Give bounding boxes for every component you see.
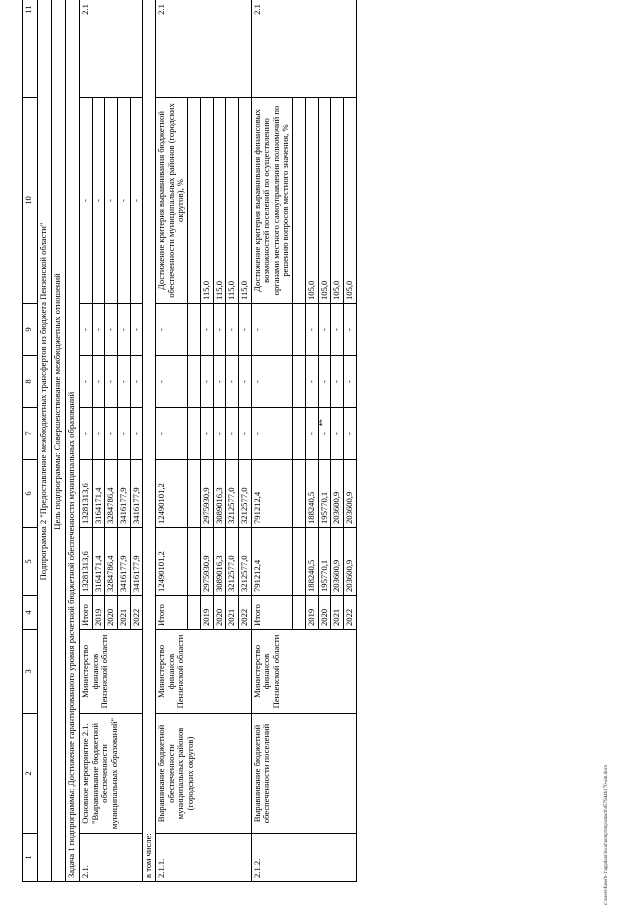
value-cell: 3212577,0 — [226, 528, 239, 596]
value-cell: - — [105, 356, 118, 408]
indicator-cell: - — [80, 98, 93, 304]
value-cell: 3416177,9 — [117, 460, 130, 528]
value-cell: 195770,1 — [318, 460, 331, 528]
value-cell: 3416177,9 — [130, 528, 143, 596]
spacer — [188, 356, 201, 408]
col-num: 7 — [23, 408, 38, 460]
value-cell: 203600,9 — [343, 460, 356, 528]
goal-ref: 2.1 — [156, 0, 251, 98]
value-cell: 3089016,3 — [213, 460, 226, 528]
row-number: 2.1.2. — [251, 834, 356, 882]
value-cell: - — [343, 356, 356, 408]
value-cell: 13281313,6 — [80, 460, 93, 528]
indicator-cell: - — [92, 98, 105, 304]
col-num: 9 — [23, 304, 38, 356]
value-cell: - — [213, 408, 226, 460]
table-row — [156, 0, 188, 882]
footer-file-path: c:\users\fuserb-1\appdata\local\temp\tmp\attach\d57944b170-ain.docx — [604, 764, 609, 905]
value-cell: 3212577,0 — [238, 528, 251, 596]
table-row — [251, 0, 293, 882]
value-cell: - — [318, 304, 331, 356]
value-cell: - — [331, 356, 344, 408]
value-cell: - — [318, 356, 331, 408]
value-cell: 195770,1 — [318, 528, 331, 596]
goal-ref: 2.1 — [80, 0, 143, 98]
value-cell: 2975930,9 — [201, 460, 214, 528]
value-cell: 12490101,2 — [156, 460, 188, 528]
section-label: в том числе: — [143, 0, 156, 882]
value-cell: - — [92, 356, 105, 408]
value-cell: - — [238, 356, 251, 408]
value-cell: - — [80, 408, 93, 460]
indicator-cell: - — [117, 98, 130, 304]
year-cell: 2022 — [130, 596, 143, 630]
value-cell: - — [117, 356, 130, 408]
indicator-cell: - — [105, 98, 118, 304]
value-cell: - — [92, 304, 105, 356]
value-cell: - — [306, 304, 319, 356]
value-cell: - — [201, 356, 214, 408]
col-num: 2 — [23, 714, 38, 834]
goal-ref: 2.1 — [251, 0, 356, 98]
value-cell: 3164171,4 — [92, 528, 105, 596]
value-cell: - — [213, 356, 226, 408]
value-cell: 3284786,4 — [105, 460, 118, 528]
year-cell: 2020 — [105, 596, 118, 630]
spacer — [293, 356, 306, 408]
value-cell: - — [343, 408, 356, 460]
measure-name: Выравнивание бюджетной обеспеченности поселений — [251, 714, 356, 834]
year-cell: 2021 — [117, 596, 130, 630]
spacer — [188, 304, 201, 356]
executor: Министерство финансов Пензенской области — [80, 630, 143, 714]
executor: Министерство финансов Пензенской области — [251, 630, 356, 714]
value-cell: 3284786,4 — [105, 528, 118, 596]
measure-name: Основное мероприятие 2.1. "Выравнивание бюджетной обеспеченности муниципальных образований" — [80, 714, 143, 834]
year-cell: 2021 — [226, 596, 239, 630]
value-cell: - — [156, 408, 188, 460]
value-cell: - — [213, 304, 226, 356]
value-cell: 3416177,9 — [130, 460, 143, 528]
value-cell: - — [130, 408, 143, 460]
indicator-cell: 105,0 — [331, 98, 344, 304]
year-cell: 2022 — [343, 596, 356, 630]
value-cell: - — [306, 408, 319, 460]
value-cell: - — [343, 304, 356, 356]
value-cell: - — [331, 304, 344, 356]
measure-name: Выравнивание бюджетной обеспеченности муниципальных районов (городских округов) — [156, 714, 251, 834]
value-cell: 3164171,4 — [92, 460, 105, 528]
indicator-cell: 115,0 — [238, 98, 251, 304]
value-cell: 203600,9 — [343, 528, 356, 596]
year-cell: 2022 — [238, 596, 251, 630]
value-cell: - — [156, 304, 188, 356]
subprogram-title: Подпрограмма 2 "Предоставление межбюджетных трансфертов из бюджета Пензенской области" — [38, 0, 52, 882]
indicator-cell: 105,0 — [318, 98, 331, 304]
indicator-cell: 105,0 — [343, 98, 356, 304]
indicator-cell: 105,0 — [306, 98, 319, 304]
spacer — [293, 98, 306, 304]
value-cell: - — [251, 304, 293, 356]
indicator-cell: 115,0 — [201, 98, 214, 304]
value-cell: - — [130, 304, 143, 356]
value-cell: - — [92, 408, 105, 460]
executor: Министерство финансов Пензенской области — [156, 630, 251, 714]
row-number: 2.1. — [80, 834, 143, 882]
value-cell: 203600,9 — [331, 528, 344, 596]
value-cell: - — [80, 356, 93, 408]
value-cell: - — [130, 356, 143, 408]
value-cell: - — [331, 408, 344, 460]
value-cell: 188240,5 — [306, 528, 319, 596]
value-cell: - — [156, 356, 188, 408]
spacer — [293, 460, 306, 528]
indicator-text: Достижение критерия выравнивания бюджетной обеспеченности муниципальных районов (городских округов), % — [156, 98, 188, 304]
year-cell: Итого — [80, 596, 93, 630]
column-numbers-row — [23, 0, 38, 882]
spacer — [188, 460, 201, 528]
indicator-text: Достижение критерия выравнивания финансовых возможностей поселений по осуществлению органами местного самоуправления полномочий по решению вопросов местного значения, % — [251, 98, 293, 304]
value-cell: - — [105, 304, 118, 356]
indicator-cell: 115,0 — [226, 98, 239, 304]
spacer — [293, 528, 306, 596]
year-cell: 2019 — [92, 596, 105, 630]
spacer — [293, 408, 306, 460]
spacer — [188, 528, 201, 596]
value-cell: 2975930,9 — [201, 528, 214, 596]
value-cell: - — [105, 408, 118, 460]
spacer — [293, 304, 306, 356]
value-cell: - — [226, 408, 239, 460]
year-cell: 2019 — [306, 596, 319, 630]
year-cell: 2020 — [318, 596, 331, 630]
value-cell: 3212577,0 — [226, 460, 239, 528]
spacer — [188, 408, 201, 460]
indicator-cell: 115,0 — [213, 98, 226, 304]
col-num: 1 — [23, 834, 38, 882]
value-cell: - — [238, 408, 251, 460]
value-cell: 3416177,9 — [117, 528, 130, 596]
year-cell: 2020 — [213, 596, 226, 630]
value-cell: - — [80, 304, 93, 356]
year-cell: 2021 — [331, 596, 344, 630]
spacer — [293, 596, 306, 630]
value-cell: - — [251, 408, 293, 460]
measures-table — [22, 0, 357, 882]
year-cell: 2019 — [201, 596, 214, 630]
indicator-cell: - — [130, 98, 143, 304]
value-cell: 13281313,6 — [80, 528, 93, 596]
table-row — [80, 0, 93, 882]
subprogram-goal: Цель подпрограммы: Совершенствование межбюджетных отношений — [52, 0, 66, 882]
value-cell: - — [201, 408, 214, 460]
value-cell: - — [318, 408, 331, 460]
value-cell: - — [226, 356, 239, 408]
value-cell: - — [306, 356, 319, 408]
value-cell: 12490101,2 — [156, 528, 188, 596]
col-num: 3 — [23, 630, 38, 714]
value-cell: - — [226, 304, 239, 356]
spacer — [188, 596, 201, 630]
year-cell: Итого — [156, 596, 188, 630]
year-cell: Итого — [251, 596, 293, 630]
col-num: 6 — [23, 460, 38, 528]
value-cell: - — [201, 304, 214, 356]
col-num: 4 — [23, 596, 38, 630]
value-cell: 203600,9 — [331, 460, 344, 528]
row-number: 2.1.1. — [156, 834, 251, 882]
value-cell: - — [117, 408, 130, 460]
value-cell: 791212,4 — [251, 528, 293, 596]
value-cell: 791212,4 — [251, 460, 293, 528]
col-num: 10 — [23, 98, 38, 304]
value-cell: 3212577,0 — [238, 460, 251, 528]
value-cell: 3089016,3 — [213, 528, 226, 596]
task-title: Задача 1 подпрограммы: Достижение гарантированного уровня расчетной бюджетной обеспеченности муниципальных образований — [66, 0, 80, 882]
spacer — [188, 98, 201, 304]
col-num: 11 — [23, 0, 38, 98]
value-cell: - — [238, 304, 251, 356]
page-number: 4 — [317, 418, 323, 428]
value-cell: - — [117, 304, 130, 356]
col-num: 8 — [23, 356, 38, 408]
rotated-table-container — [22, 4, 600, 882]
value-cell: 188240,5 — [306, 460, 319, 528]
value-cell: - — [251, 356, 293, 408]
col-num: 5 — [23, 528, 38, 596]
